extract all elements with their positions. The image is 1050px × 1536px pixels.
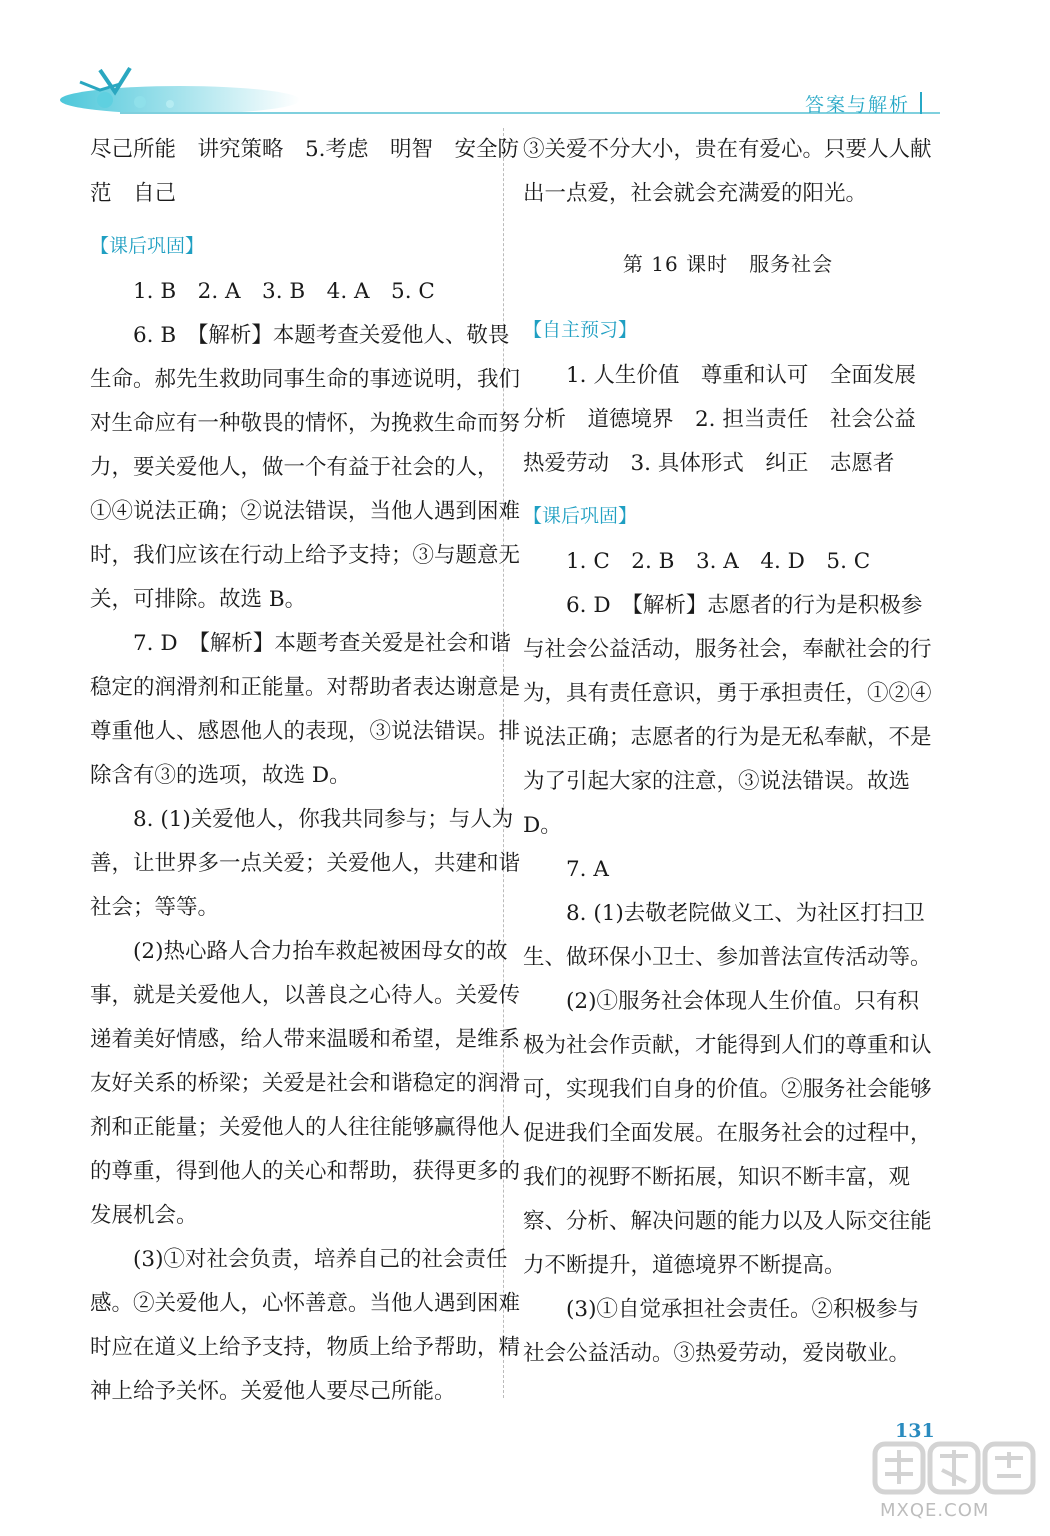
right-column bbox=[523, 128, 938, 1376]
right-q8-1: 8. (1)去敬老院做义工、为社区打扫卫生、做环保小卫士、参加普法宣传活动等。 bbox=[523, 901, 932, 970]
left-q8-3: (3)①对社会负责，培养自己的社会责任感。②关爱他人，心怀善意。当他人遇到困难时应在道义上给予支持，物质上给予帮助，精神上给予关怀。关爱他人要尽己所能。 bbox=[90, 1247, 521, 1404]
lesson-title: 第 16 课时 服务社会 bbox=[622, 252, 834, 276]
right-q8-2: (2)①服务社会体现人生价值。只有积极为社会作贡献，才能得到人们的尊重和认可，实现我们自身的价值。②服务社会能够促进我们全面发展。在服务社会的过程中，我们的视野不断拓展，知识不断丰富，观察、分析、解决问题的能力以及人际交往能力不断提升，道德境界不断提高。 bbox=[523, 989, 932, 1278]
right-q6: 6. D 【解析】志愿者的行为是积极参与社会公益活动，服务社会，奉献社会的行为，具有责任意识，勇于承担责任，①②④说法正确；志愿者的行为是无私奉献，不是为了引起大家的注意，③说法错误。故选 D。 bbox=[523, 593, 932, 838]
right-preview-answers: 1. 人生价值 尊重和认可 全面发展 分析 道德境界 2. 担当责任 社会公益 热爱劳动 3. 具体形式 纠正 志愿者 bbox=[523, 363, 938, 476]
left-carry-text: 尽己所能 讲究策略 5.考虑 明智 安全防范 自己 bbox=[90, 137, 520, 206]
left-q8-2: (2)热心路人合力抬车救起被困母女的故事，就是关爱他人，以善良之心待人。关爱传递着美好情感，给人带来温暖和希望，是维系友好关系的桥梁；关爱是社会和谐稳定的润滑剂和正能量；关爱他人的人往往能够赢得他人的尊重，得到他人的关心和帮助，获得更多的发展机会。 bbox=[90, 939, 521, 1228]
page-number: 131 bbox=[895, 1420, 935, 1442]
left-section-heading: 【课后巩固】 bbox=[90, 235, 205, 257]
page-header bbox=[60, 62, 940, 122]
left-q6: 6. B 【解析】本题考查关爱他人、敬畏生命。郝先生救助同事生命的事迹说明，我们对生命应有一种敬畏的情怀，为挽救生命而努力，要关爱他人，做一个有益于社会的人，①④说法正确；②说法错误，当他人遇到困难时，我们应该在行动上给予支持；③与题意无关，可排除。故选 B。 bbox=[90, 323, 521, 612]
left-answers: 1. B 2. A 3. B 4. A 5. C bbox=[133, 279, 435, 304]
header-tick bbox=[920, 92, 922, 114]
right-q8-3: (3)①自觉承担社会责任。②积极参与社会公益活动。③热爱劳动，爱岗敬业。 bbox=[523, 1297, 919, 1366]
watermark-text: MXQE.COM bbox=[880, 1500, 990, 1521]
right-answers: 1. C 2. B 3. A 4. D 5. C bbox=[566, 549, 871, 574]
right-carry-text: ③关爱不分大小，贵在有爱心。只要人人献出一点爱，社会就会充满爱的阳光。 bbox=[523, 137, 932, 206]
header-decoration-icon bbox=[60, 62, 360, 118]
header-title: 答案与解析 bbox=[804, 94, 910, 116]
left-q8-1: 8. (1)关爱他人，你我共同参与；与人为善，让世界多一点关爱；关爱他人，共建和谐社会；等等。 bbox=[90, 807, 521, 920]
right-section-heading-preview: 【自主预习】 bbox=[523, 319, 638, 341]
left-column bbox=[90, 128, 522, 1414]
right-q7: 7. A bbox=[566, 857, 609, 882]
left-q7: 7. D 【解析】本题考查关爱是社会和谐稳定的润滑剂和正能量。对帮助者表达谢意是尊重他人、感恩他人的表现，③说法错误。排除含有③的选项，故选 D。 bbox=[90, 631, 521, 788]
right-section-heading-review: 【课后巩固】 bbox=[523, 505, 638, 527]
